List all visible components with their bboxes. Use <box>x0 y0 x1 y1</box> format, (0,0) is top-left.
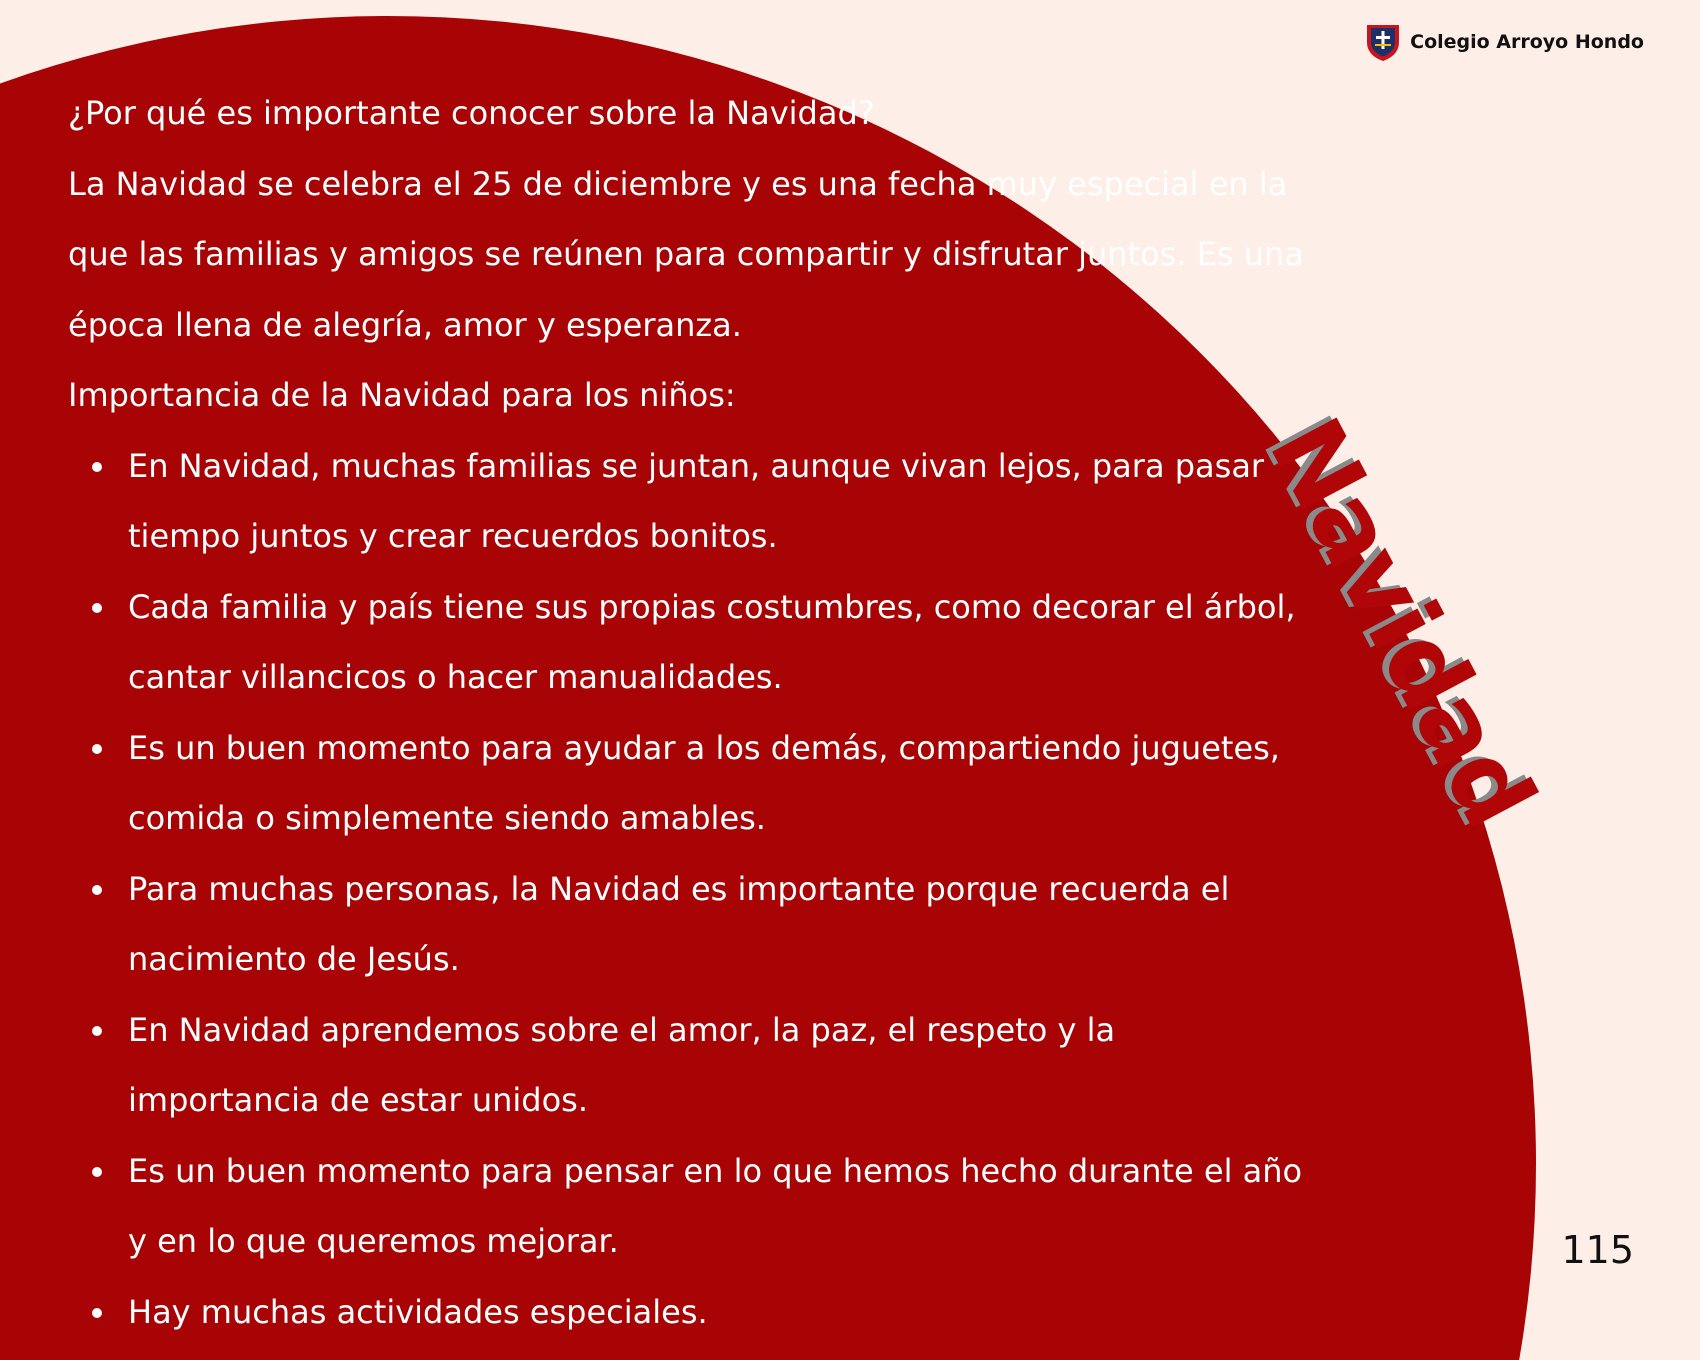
main-content <box>68 78 1308 1347</box>
question-heading: ¿Por qué es importante conocer sobre la Navidad? <box>68 94 875 132</box>
page-title: Navidad <box>1246 400 1557 844</box>
list-item: Hay muchas actividades especiales. <box>128 1277 1308 1348</box>
list-item: Es un buen momento para ayudar a los demás, compartiendo juguetes, comida o simplemente siendo amables. <box>128 713 1308 854</box>
importance-subheading: Importancia de la Navidad para los niños: <box>68 376 736 414</box>
school-name: Colegio Arroyo Hondo <box>1410 31 1644 53</box>
intro-paragraph: La Navidad se celebra el 25 de diciembre y es una fecha muy especial en la que las familias y amigos se reúnen para compartir y disfrutar juntos. Es una época llena de alegría, amor y esperanza. <box>68 164 1304 344</box>
school-brand <box>1364 22 1644 62</box>
school-crest-icon <box>1364 22 1402 62</box>
list-item: Para muchas personas, la Navidad es importante porque recuerda el nacimiento de Jesús. <box>128 854 1308 995</box>
list-item: En Navidad, muchas familias se juntan, aunque vivan lejos, para pasar tiempo juntos y crear recuerdos bonitos. <box>128 431 1308 572</box>
importance-list <box>68 431 1308 1348</box>
list-item: Cada familia y país tiene sus propias costumbres, como decorar el árbol, cantar villancicos o hacer manualidades. <box>128 572 1308 713</box>
page-number: 115 <box>1561 1228 1634 1272</box>
list-item: Es un buen momento para pensar en lo que hemos hecho durante el año y en lo que queremos mejorar. <box>128 1136 1308 1277</box>
list-item: En Navidad aprendemos sobre el amor, la paz, el respeto y la importancia de estar unidos. <box>128 995 1308 1136</box>
